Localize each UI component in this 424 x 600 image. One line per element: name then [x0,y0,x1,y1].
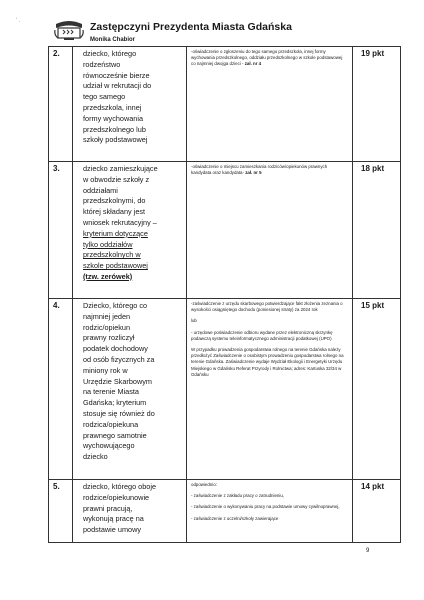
criterion-number: 3. [49,162,73,299]
desc-line: rodzice/opiekunowie [83,492,150,502]
desc-line: prawni pracują, [83,503,133,513]
criterion-points: 18 pkt [353,162,401,299]
desc-line: rodzeństwo [83,59,121,69]
desc-line: wychowującego [83,441,135,451]
document-paragraph: W przypadku prowadzenia gospodarstwa rolnego na terenie Gdańska należy przedłożyć Zaświadczenie o osobistym prowadzeniu gospodarstwa rolnego na terenie Gdańska. Zaświadczenie wydaje Wydział Ekologii i Energetyki Urzędu Miejskiego w Gdańsku Referat Przyrody i Rolnictwa; adres: Kartuska 32/34 w Gdańsku [191,347,344,377]
table-row [49,480,401,543]
document-paragraph: -zaświadczenie z urzędu skarbowego potwierdzające fakt złożenia zeznania o wysokości osiągniętego dochodu (poniesionej straty) za 2024 rok [191,301,343,313]
criterion-number: 5. [49,480,73,543]
criterion-points: 14 pkt [353,480,401,543]
desc-line: prawnego samotnie [83,430,147,440]
desc-line: której składany jest [83,207,146,217]
document-paragraph: - zaświadczenie o wykonywaniu pracy na podstawie umowy cywilnoprawnej, [191,504,340,510]
document-text: -oświadczenie o zgłoszeniu do tego samego przedszkola, innej formy wychowania przedszkolnego, oddziału przedszkolnego w szkole podstawowej co najmniej dwojga dzieci - [191,49,343,67]
desc-line: Urzędzie Skarbowym [83,376,152,386]
desc-line-bold: (tzw. zerówek) [83,271,133,281]
desc-line: szkoły podstawowej [83,135,148,145]
criteria-table [48,46,401,543]
attachment-ref: zał. nr 5 [245,170,262,176]
required-documents [187,299,353,480]
desc-line: dziecko [83,452,108,462]
desc-line: od osób fizycznych za [83,354,155,364]
header-subtitle: Monika Chabior [90,37,136,43]
criterion-description [73,480,187,543]
document-paragraph: - urzędowe poświadczenie odbioru wydane przez elektroniczną skrzynkę podawczą systemu teleinformatycznego administracji podatkowej (UPO) [191,329,333,341]
desc-line: rodzic/opiekun [83,322,131,332]
desc-line: Dziecko, którego co [83,301,148,310]
desc-line: równocześnie bierze [83,70,150,80]
criterion-number: 2. [49,47,73,162]
table-row [49,162,401,299]
desc-line: wniosek rekrutacyjny – [83,217,157,227]
criterion-description [73,299,187,480]
desc-line: udział w rekrutacji do [83,81,152,91]
desc-line: przedszkolnymi, do [83,196,146,206]
document-paragraph: - zaświadczenie z zakładu pracy o zatrudnieniu, [191,493,284,499]
desc-line: prawny rozliczył [83,333,135,343]
gdansk-coat-of-arms-logo [54,18,84,42]
header-title: Zastępczyni Prezydenta Miasta Gdańska [90,21,292,33]
desc-line: przedszkola, innej [83,102,142,112]
desc-line-underlined: szkole podstawowej [83,261,148,271]
attachment-ref: zał. nr 4 [244,61,262,67]
desc-line: rodzica/opiekuna [83,419,139,429]
criterion-points: 19 pkt [353,47,401,162]
desc-line: przedszkolnego lub [83,124,146,134]
desc-line: miniony rok w [83,365,128,375]
page-number: 9 [366,548,370,554]
criterion-points: 15 pkt [353,299,401,480]
required-documents [187,162,353,299]
desc-line: tego samego [83,92,126,102]
document-paragraph: lub [191,318,197,324]
criterion-description [73,47,187,162]
criterion-description [73,162,187,299]
desc-line-underlined: kryterium dotyczące [83,228,148,238]
desc-line: formy wychowania [83,113,144,123]
desc-line: dziecko zamieszkujące [83,164,158,173]
criterion-number: 4. [49,299,73,480]
desc-line: oddziałami [83,185,118,195]
desc-line: wykonują pracę na [83,514,144,524]
desc-line: podstawie umowy [83,525,141,535]
table-row [49,47,401,162]
desc-line-underlined: przedszkolnych w [83,250,141,260]
document-text: -oświadczenie o miejscu zamieszkania rodziców/opiekunów prawnych kandydata oraz kandydata- [191,164,328,176]
desc-line-underlined: tylko oddziałów [83,239,133,249]
required-documents [187,47,353,162]
desc-line: najmniej jeden [83,311,131,321]
corner-mark: ' . [16,18,21,24]
desc-line: Gdańska; kryterium [83,398,147,408]
desc-line: stosuje się również do [83,408,155,418]
document-paragraph: - zaświadczenie z uczelni/szkoły zawierające [191,515,279,521]
desc-line: w obwodzie szkoły z [83,174,150,184]
required-documents [187,480,353,543]
desc-line: na terenie Miasta [83,387,139,397]
desc-line: dziecko, którego oboje [83,482,157,491]
desc-line: podatek dochodowy [83,344,148,354]
desc-line: dziecko, którego [83,49,137,58]
table-row [49,299,401,480]
document-paragraph: odpowiednio: [191,482,217,487]
